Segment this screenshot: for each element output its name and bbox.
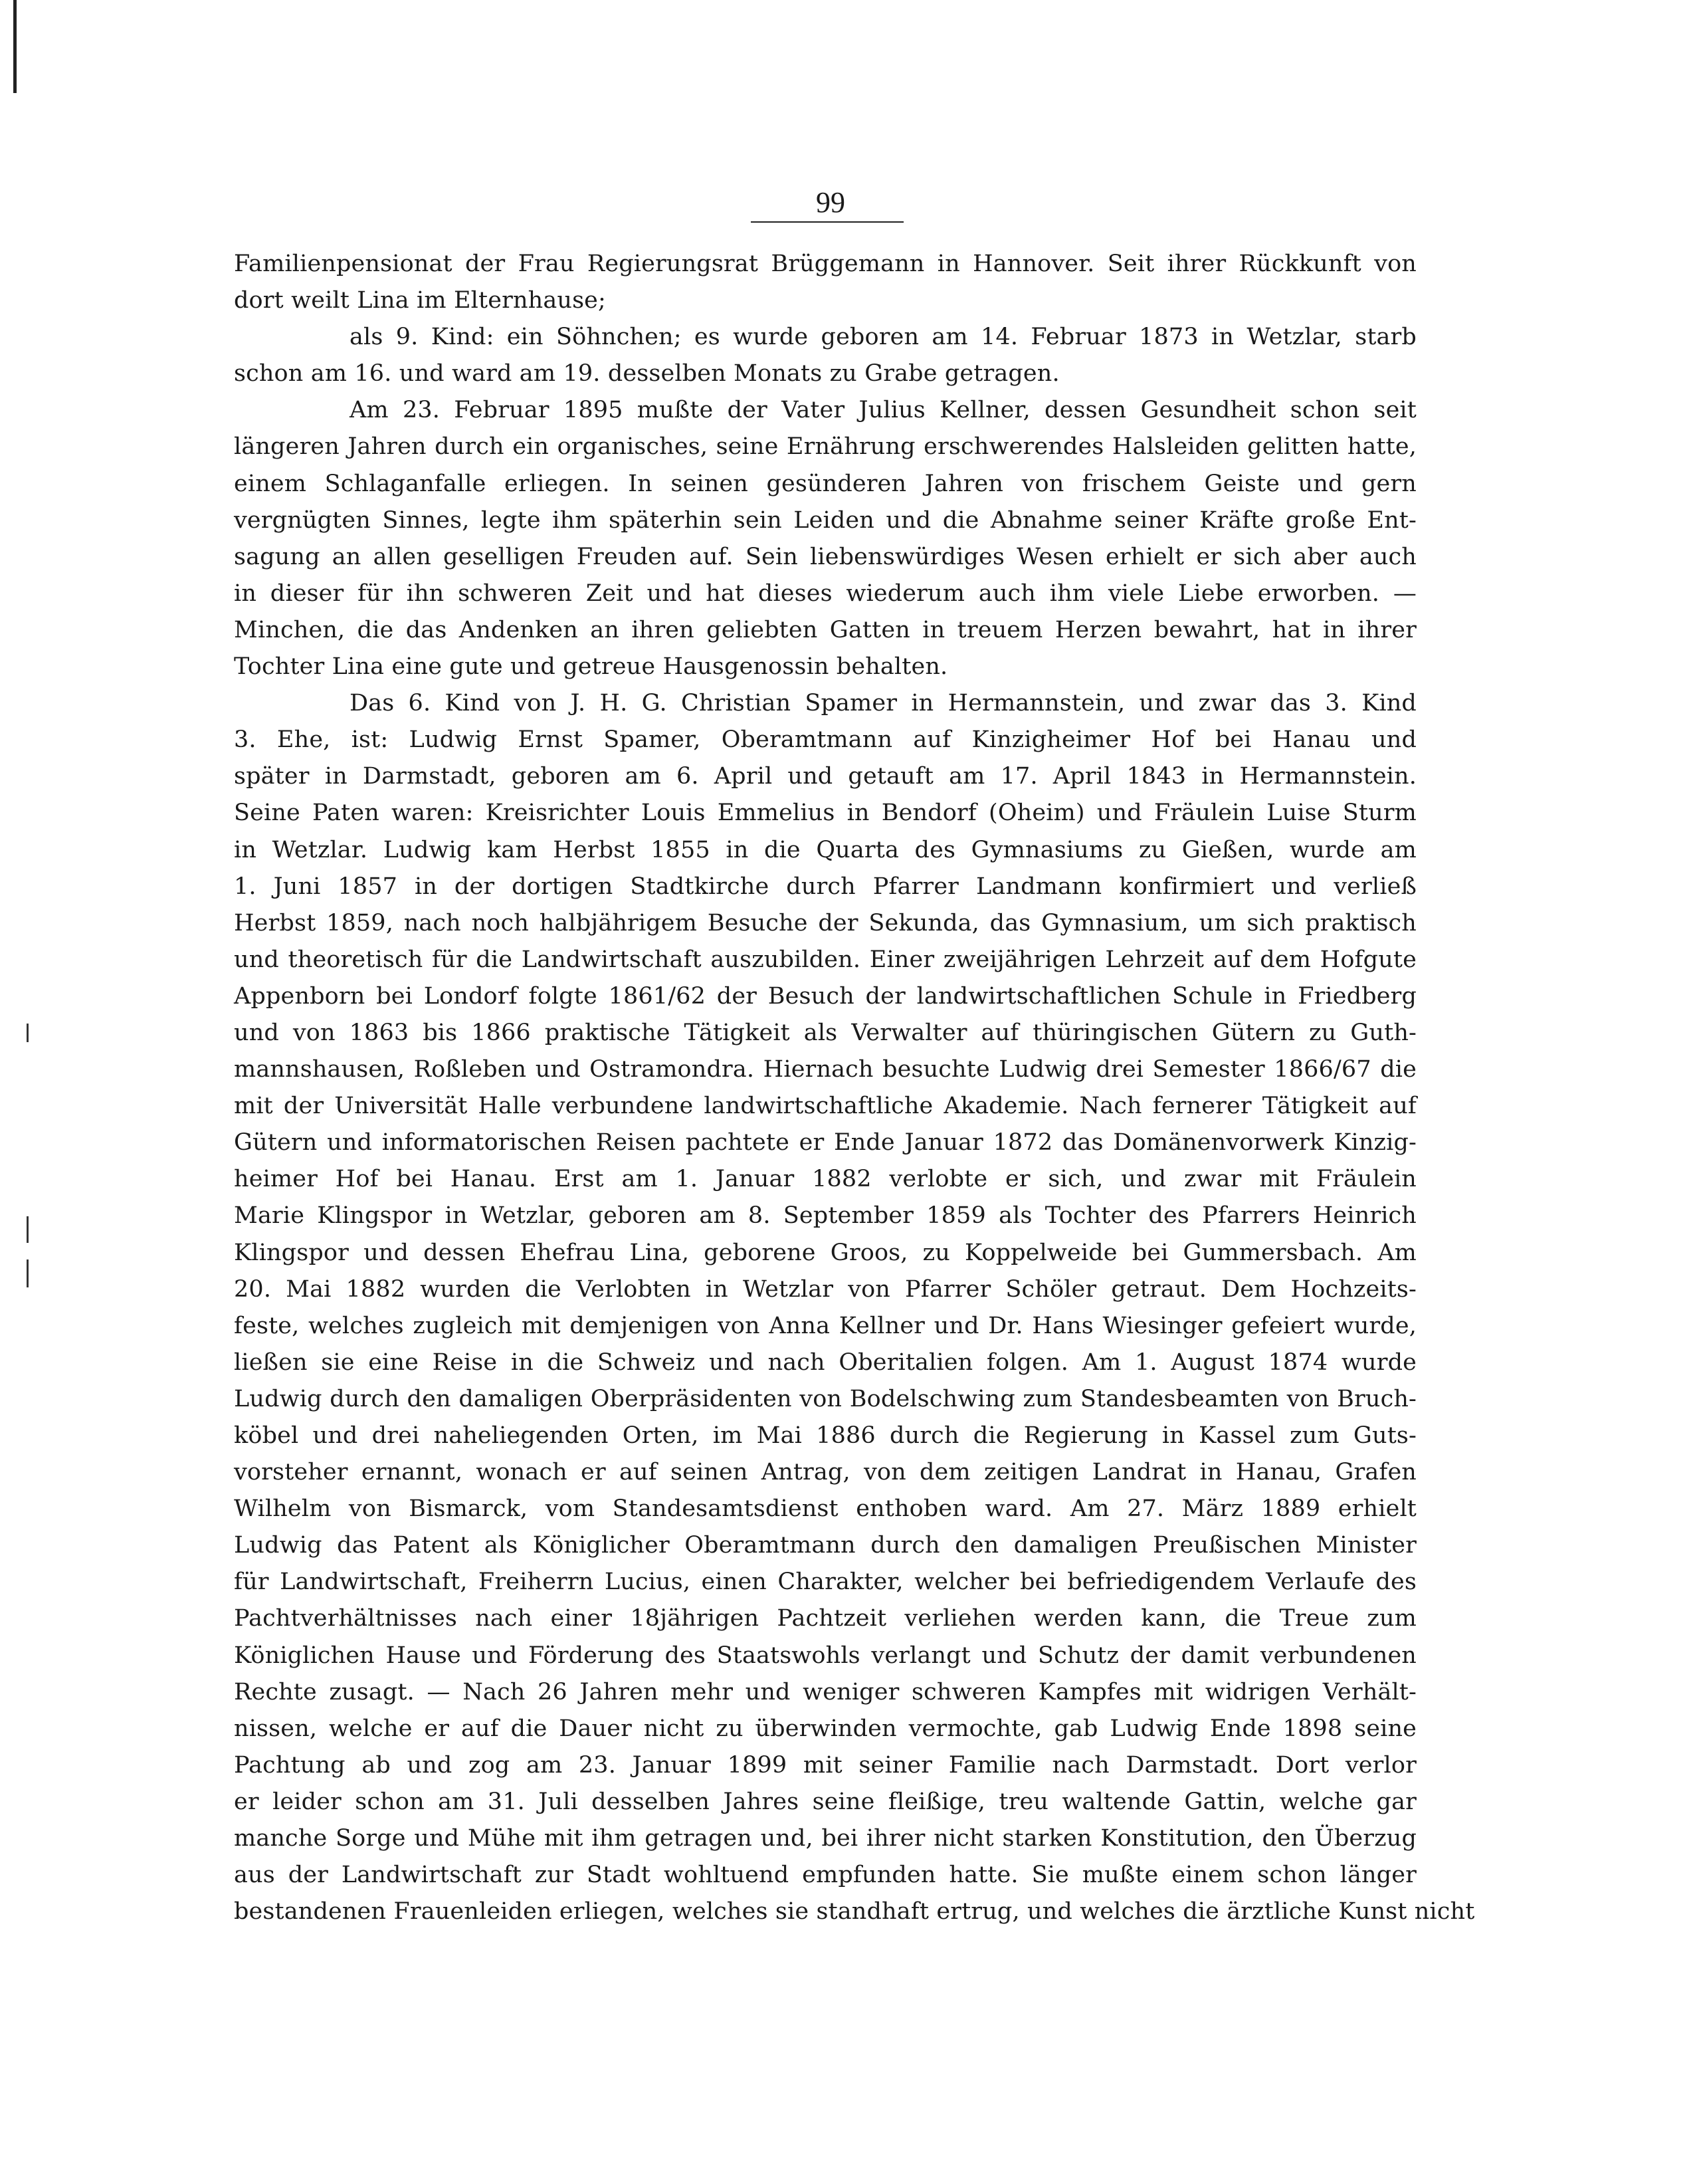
binding-edge-rule [13, 0, 17, 93]
margin-mark [27, 1259, 29, 1287]
text-line: bestandenen Frauenleiden erliegen, welches sie standhaft ertrug, und welches die ärztliche Kunst nicht [234, 1898, 1475, 1925]
text-line: längeren Jahren durch ein organisches, seine Ernährung erschwerendes Halsleiden gelitten hatte, [234, 433, 1417, 461]
text-line: Appenborn bei Londorf folgte 1861/62 der Besuch der landwirtschaftlichen Schule in Friedberg [234, 982, 1417, 1010]
text-line: in dieser für ihn schweren Zeit und hat dieses wiederum auch ihm viele Liebe erworben. — [234, 580, 1417, 607]
margin-mark [27, 1024, 29, 1042]
text-line: Am 23. Februar 1895 mußte der Vater Julius Kellner, dessen Gesundheit schon seit [349, 397, 1417, 424]
text-line: dort weilt Lina im Elternhause; [234, 287, 606, 314]
text-line: manche Sorge und Mühe mit ihm getragen und, bei ihrer nicht starken Konstitution, den Überzug [234, 1825, 1417, 1852]
text-line: Pachtverhältnisses nach einer 18jährigen Pachtzeit verliehen werden kann, die Treue zum [234, 1605, 1417, 1632]
text-line: Königlichen Hause und Förderung des Staatswohls verlangt und Schutz der damit verbundenen [234, 1642, 1417, 1669]
text-line: mit der Universität Halle verbundene landwirtschaftliche Akademie. Nach fernerer Tätigkeit auf [234, 1093, 1417, 1120]
page-number-rule [751, 221, 904, 223]
text-line: Familienpensionat der Frau Regierungsrat Brüggemann in Hannover. Seit ihrer Rückkunft von [234, 251, 1417, 277]
text-line: er leider schon am 31. Juli desselben Jahres seine fleißige, treu waltende Gattin, welche gar [234, 1788, 1417, 1815]
text-line: Pachtung ab und zog am 23. Januar 1899 mit seiner Familie nach Darmstadt. Dort verlor [234, 1751, 1417, 1779]
text-line: schon am 16. und ward am 19. desselben Monats zu Grabe getragen. [234, 360, 1060, 387]
text-line: Tochter Lina eine gute und getreue Hausgenossin behalten. [234, 653, 948, 681]
margin-mark [27, 1216, 29, 1243]
text-line: Das 6. Kind von J. H. G. Christian Spamer in Hermannstein, und zwar das 3. Kind [349, 690, 1417, 717]
text-line: Klingspor und dessen Ehefrau Lina, geborene Groos, zu Koppelweide bei Gummersbach. Am [234, 1239, 1417, 1266]
text-line: und von 1863 bis 1866 praktische Tätigkeit als Verwalter auf thüringischen Gütern zu Guth- [234, 1019, 1417, 1046]
text-line: köbel und drei naheliegenden Orten, im Mai 1886 durch die Regierung in Kassel zum Guts- [234, 1422, 1417, 1449]
text-line: Ludwig durch den damaligen Oberpräsidenten von Bodelschwing zum Standesbeamten von Bruch- [234, 1385, 1417, 1412]
text-line: vorsteher ernannt, wonach er auf seinen Antrag, von dem zeitigen Landrat in Hanau, Grafen [234, 1459, 1417, 1486]
page-number: 99 [816, 186, 845, 219]
body-text [234, 246, 1475, 1930]
text-line: einem Schlaganfalle erliegen. In seinen gesünderen Jahren von frischem Geiste und gern [234, 470, 1417, 497]
text-line: feste, welches zugleich mit demjenigen von Anna Kellner und Dr. Hans Wiesinger gefeiert wurde, [234, 1312, 1417, 1339]
text-line: Ludwig das Patent als Königlicher Oberamtmann durch den damaligen Preußischen Minister [234, 1532, 1417, 1559]
text-line: Gütern und informatorischen Reisen pachtete er Ende Januar 1872 das Domänenvorwerk Kinzig- [234, 1129, 1417, 1156]
text-line: 1. Juni 1857 in der dortigen Stadtkirche durch Pfarrer Landmann konfirmiert und verließ [234, 873, 1417, 900]
text-line: 20. Mai 1882 wurden die Verlobten in Wetzlar von Pfarrer Schöler getraut. Dem Hochzeits- [234, 1275, 1417, 1303]
text-line: als 9. Kind: ein Söhnchen; es wurde geboren am 14. Februar 1873 in Wetzlar, starb [349, 324, 1417, 351]
text-line: Minchen, die das Andenken an ihren geliebten Gatten in treuem Herzen bewahrt, hat in ihrer [234, 616, 1417, 643]
text-line: heimer Hof bei Hanau. Erst am 1. Januar 1882 verlobte er sich, und zwar mit Fräulein [234, 1166, 1417, 1193]
text-line: Rechte zusagt. — Nach 26 Jahren mehr und weniger schweren Kampfes mit widrigen Verhält- [234, 1678, 1417, 1705]
text-line: nissen, welche er auf die Dauer nicht zu überwinden vermochte, gab Ludwig Ende 1898 seine [234, 1715, 1417, 1742]
text-line: für Landwirtschaft, Freiherrn Lucius, einen Charakter, welcher bei befriedigendem Verlaufe des [234, 1569, 1417, 1596]
text-line: und theoretisch für die Landwirtschaft auszubilden. Einer zweijährigen Lehrzeit auf dem Hofgute [234, 946, 1417, 973]
text-line: Seine Paten waren: Kreisrichter Louis Emmelius in Bendorf (Oheim) und Fräulein Luise Sturm [234, 800, 1417, 827]
text-line: 3. Ehe, ist: Ludwig Ernst Spamer, Oberamtmann auf Kinzigheimer Hof bei Hanau und [234, 726, 1417, 754]
text-line: aus der Landwirtschaft zur Stadt wohltuend empfunden hatte. Sie mußte einem schon länger [234, 1862, 1417, 1889]
text-line: Wilhelm von Bismarck, vom Standesamtsdienst enthoben ward. Am 27. März 1889 erhielt [234, 1495, 1417, 1523]
text-line: ließen sie eine Reise in die Schweiz und nach Oberitalien folgen. Am 1. August 1874 wurde [234, 1349, 1417, 1376]
text-line: mannshausen, Roßleben und Ostramondra. Hiernach besuchte Ludwig drei Semester 1866/67 die [234, 1056, 1417, 1083]
text-line: Marie Klingspor in Wetzlar, geboren am 8. September 1859 als Tochter des Pfarrers Heinrich [234, 1202, 1417, 1230]
text-line: später in Darmstadt, geboren am 6. April und getauft am 17. April 1843 in Hermannstein. [234, 763, 1417, 790]
text-line: vergnügten Sinnes, legte ihm späterhin sein Leiden und die Abnahme seiner Kräfte große Ent- [234, 506, 1417, 534]
text-line: Herbst 1859, nach noch halbjährigem Besuche der Sekunda, das Gymnasium, um sich praktisch [234, 909, 1417, 936]
text-line: in Wetzlar. Ludwig kam Herbst 1855 in die Quarta des Gymnasiums zu Gießen, wurde am [234, 836, 1417, 863]
text-line: sagung an allen geselligen Freuden auf. Sein liebenswürdiges Wesen erhielt er sich aber auch [234, 543, 1417, 570]
